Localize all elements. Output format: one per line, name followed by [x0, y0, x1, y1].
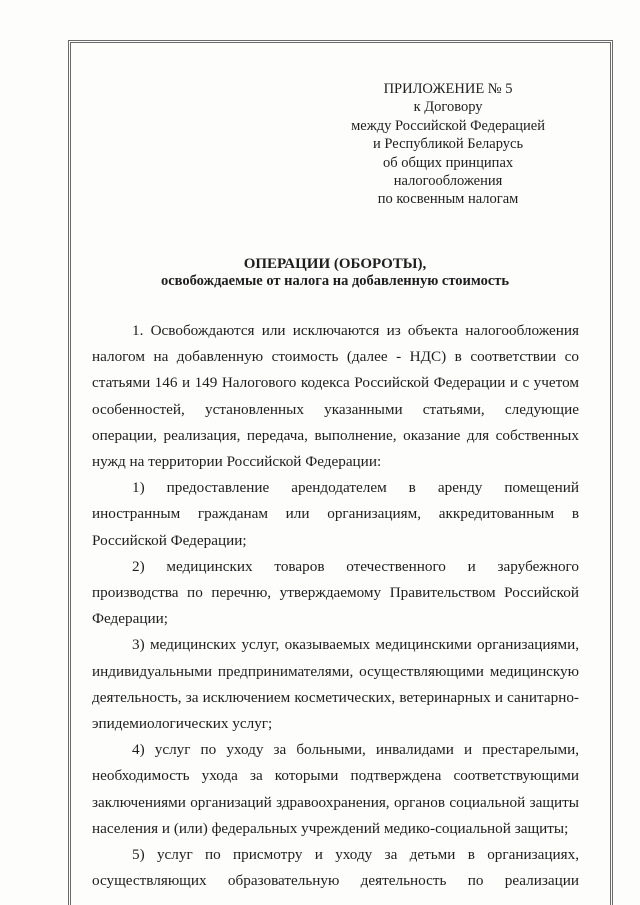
list-item-2: 2) медицинских товаров отечественного и зарубежного производства по перечню, утверждаемому Правительством Российской Федерации;	[92, 557, 579, 628]
appendix-header	[351, 80, 545, 209]
appendix-line: к Договору	[413, 99, 483, 116]
appendix-line: по косвенным налогам	[377, 191, 519, 208]
paragraph-1: 1. Освобождаются или исключаются из объекта налогообложения налогом на добавленную стоимость (далее - НДС) в соответствии со статьями 146 и 149 Налогового кодекса Российской Федерации и с учетом особенностей, установленных указанными статьями, следующие операции, реализация, передача, выполнение, оказание для собственных нужд на территории Российской Федерации:	[92, 322, 579, 471]
appendix-line: и Республикой Беларусь	[373, 136, 524, 153]
appendix-line: между Российской Федерацией	[351, 117, 545, 134]
list-item-1: 1) предоставление арендодателем в аренду помещений иностранным гражданам или организациям, аккредитованным в Российской Федерации;	[92, 479, 579, 549]
appendix-line: ПРИЛОЖЕНИЕ № 5	[383, 81, 513, 97]
document-subtitle: освобождаемые от налога на добавленную стоимость	[160, 273, 510, 289]
document-body	[92, 318, 579, 894]
list-item-4: 4) услуг по уходу за больными, инвалидами и престарелыми, необходимость ухода за которыми подтверждена соответствующими заключениями организаций здравоохранения, органов социальной защиты населения и (или) федеральных учреждений медико-социальной защиты;	[92, 741, 579, 837]
appendix-line: об общих принципах	[382, 154, 514, 171]
document-title: ОПЕРАЦИИ (ОБОРОТЫ),	[243, 256, 427, 272]
appendix-line: налогообложения	[393, 173, 503, 190]
list-item-5: 5) услуг по присмотру и уходу за детьми в организациях, осуществляющих образовательную деятельность по реализации	[92, 846, 579, 890]
list-item-3: 3) медицинских услуг, оказываемых медицинскими организациями, индивидуальными предпринимателями, осуществляющими медицинскую деятельность, за исключением косметических, ветеринарных и санитарно-эпидемиологических услуг;	[92, 636, 579, 733]
